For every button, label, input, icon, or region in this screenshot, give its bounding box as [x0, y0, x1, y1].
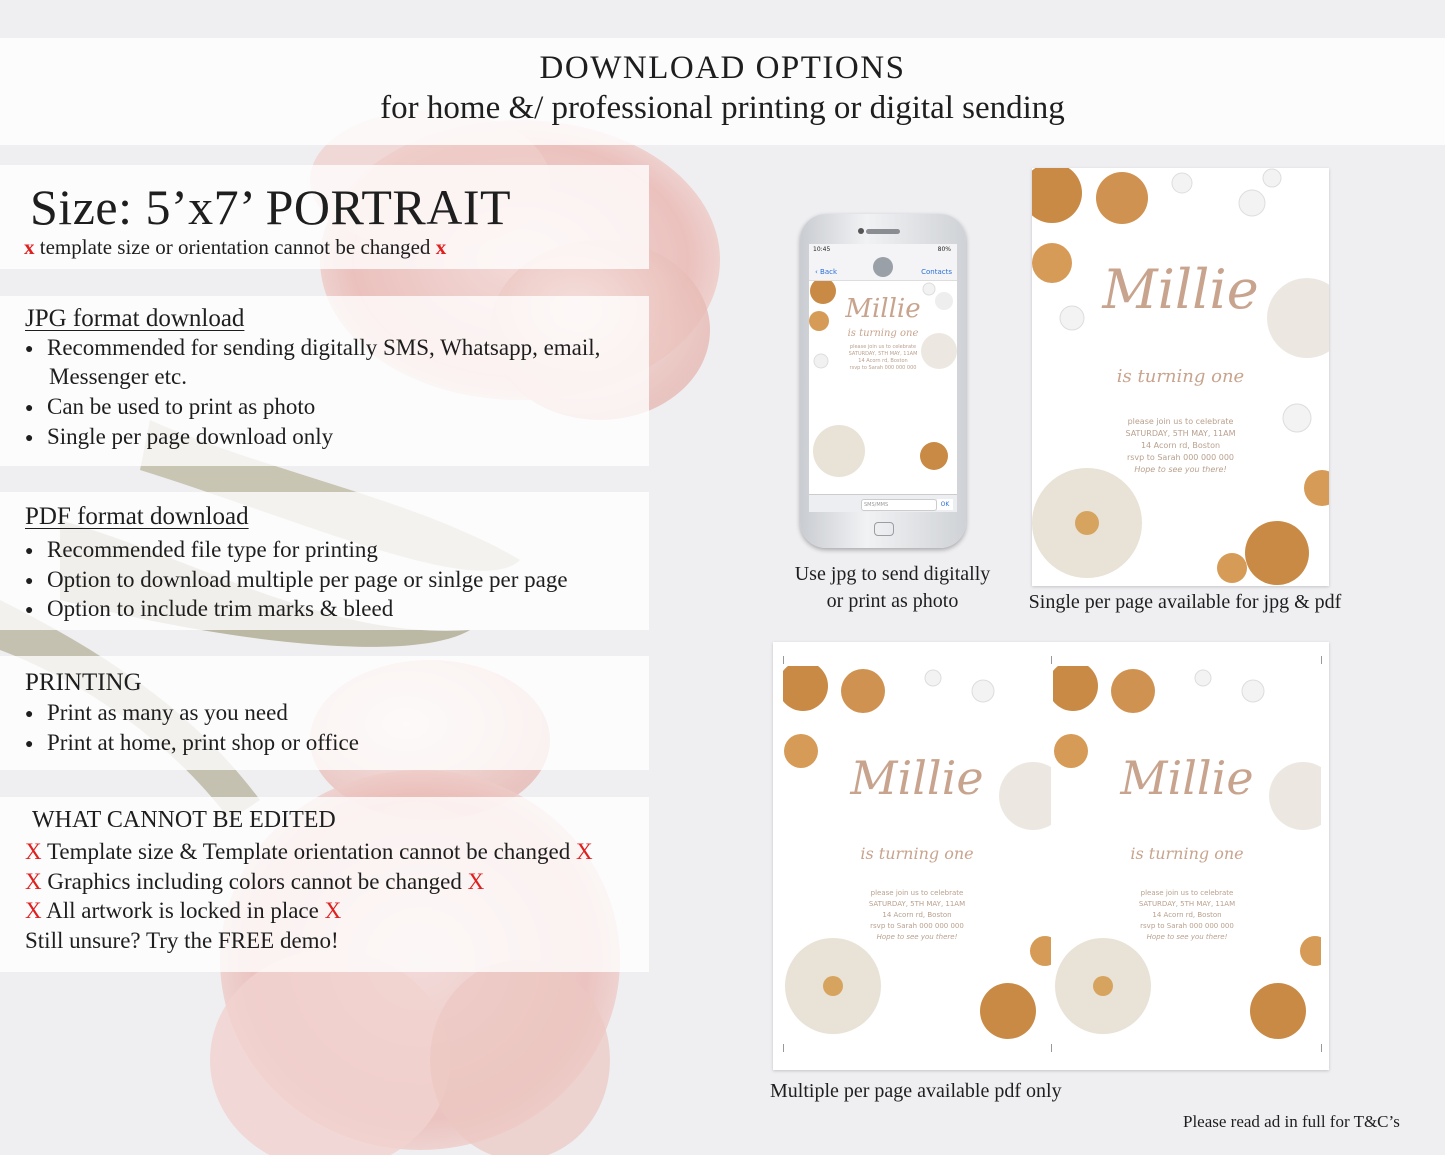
single-caption: Single per page available for jpg & pdf: [1028, 591, 1342, 613]
list-item: ● Print as many as you need: [25, 700, 288, 725]
invite-name: Millie: [1102, 258, 1259, 321]
message-input-bar: [809, 494, 957, 512]
phone-screen: [809, 244, 957, 512]
phone-speaker: [866, 229, 900, 234]
bullet-icon: ●: [25, 602, 34, 618]
invite-tagline: is turning one: [1130, 844, 1244, 863]
x-mark-icon: x: [24, 235, 35, 259]
x-mark-icon: X: [25, 839, 42, 864]
single-invitation-card: [1032, 168, 1329, 586]
trim-mark: [1321, 1044, 1322, 1052]
bullet-icon: ●: [25, 573, 34, 589]
bullet-icon: ●: [25, 706, 34, 722]
list-item: ● Recommended file type for printing: [25, 537, 378, 562]
list-item: ● Single per page download only: [25, 424, 334, 449]
trim-mark: [783, 656, 784, 664]
pdf-heading: PDF format download: [25, 503, 249, 530]
list-item: X All artwork is locked in place X: [25, 898, 342, 923]
list-item: ● Option to include trim marks & bleed: [25, 596, 394, 621]
bullet-icon: ●: [25, 543, 34, 559]
status-bar: [809, 244, 957, 256]
list-item: X Template size & Template orientation cannot be changed X: [25, 839, 593, 864]
bullet-icon: ●: [25, 736, 34, 752]
trim-mark: [783, 1044, 784, 1052]
multiple-caption: Multiple per page available pdf only: [770, 1080, 1062, 1102]
invite-name: Millie: [1120, 751, 1254, 805]
phone-mockup: [800, 214, 966, 548]
multi-invitation-card-right: [1053, 666, 1321, 1040]
list-item: ● Print at home, print shop or office: [25, 730, 359, 755]
invite-details: please join us to celebrate SATURDAY, 5TH MAY, 11AM 14 Acorn rd, Boston rsvp to Sarah 000 000 000 Hope to see you there!: [1125, 417, 1236, 474]
list-item: ● Recommended for sending digitally SMS, Whatsapp, email,: [25, 335, 601, 360]
phone-caption-line2: or print as photo: [826, 590, 959, 612]
list-item: X Graphics including colors cannot be changed X: [25, 869, 485, 894]
list-item: ● Option to download multiple per page or sinlge per page: [25, 567, 568, 592]
message-header: [809, 256, 957, 281]
avatar-icon: [873, 257, 893, 277]
cannot-edit-heading: WHAT CANNOT BE EDITED: [32, 807, 336, 833]
page-subtitle: for home &/ professional printing or digital sending: [380, 90, 1065, 126]
x-mark-icon: X: [467, 869, 485, 894]
status-time: 10:45: [813, 246, 831, 253]
trim-mark: [1321, 656, 1322, 664]
multi-invitation-card-left: [783, 666, 1051, 1040]
invite-details: please join us to celebrate SATURDAY, 5TH MAY, 11AM 14 Acorn rd, Boston rsvp to Sarah 000 000 000 Hope to see you there!: [1138, 889, 1236, 941]
list-item: Messenger etc.: [49, 364, 187, 389]
x-mark-icon: X: [575, 839, 593, 864]
invite-details: please join us to celebrate SATURDAY, 5TH MAY, 11AM 14 Acorn rd, Boston rsvp to Sarah 000 000 000 Hope to see you there!: [868, 889, 966, 941]
bullet-icon: ●: [25, 430, 34, 446]
phone-camera: [858, 228, 864, 234]
terms-note: Please read ad in full for T&C’s: [1183, 1112, 1400, 1131]
trim-mark: [1051, 656, 1052, 664]
size-note: [24, 235, 446, 260]
message-input[interactable]: SMS/MMS: [861, 499, 937, 511]
x-mark-icon: X: [324, 898, 342, 923]
demo-text: Still unsure? Try the FREE demo!: [25, 928, 339, 953]
send-button[interactable]: OK: [937, 499, 953, 510]
x-mark-icon: X: [25, 869, 42, 894]
invite-tagline: is turning one: [1116, 366, 1245, 387]
status-battery: 80%: [937, 246, 951, 253]
multi-page-sheet: [773, 642, 1329, 1070]
trim-mark: [1051, 1044, 1052, 1052]
back-button[interactable]: ‹ Back: [815, 268, 838, 276]
invite-name: Millie: [850, 751, 984, 805]
printing-heading: PRINTING: [25, 669, 142, 696]
page-title: DOWNLOAD OPTIONS: [539, 50, 906, 86]
jpg-heading: JPG format download: [25, 305, 245, 332]
contacts-button[interactable]: Contacts: [921, 268, 952, 276]
mini-invite-details: please join us to celebrate SATURDAY, 5TH MAY, 11AM 14 Acorn rd, Boston rsvp to Sarah 000 000 000: [848, 344, 918, 371]
size-note-text: template size or orientation cannot be changed: [34, 235, 436, 259]
phone-caption-line1: Use jpg to send digitally: [794, 563, 991, 585]
invite-tagline: is turning one: [860, 844, 974, 863]
list-item: ● Can be used to print as photo: [25, 394, 316, 419]
home-button[interactable]: [874, 522, 894, 536]
bullet-icon: ●: [25, 341, 34, 357]
x-mark-icon: x: [435, 235, 447, 259]
x-mark-icon: X: [25, 898, 42, 923]
mini-invite-name: Millie: [845, 294, 921, 324]
mini-invite-tagline: is turning one: [847, 328, 919, 339]
size-title: Size: 5’x7’ PORTRAIT: [30, 179, 512, 235]
bullet-icon: ●: [25, 400, 34, 416]
